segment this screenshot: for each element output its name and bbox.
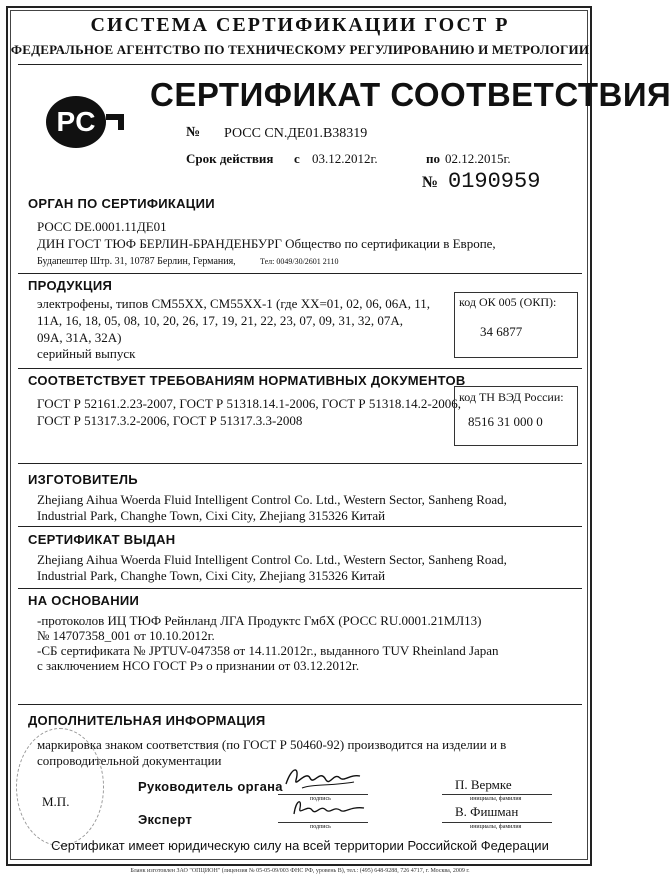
svg-text:PC: PC [56,106,96,137]
section-divider [18,463,582,464]
head-name-caption: инициалы, фамилия [470,796,522,802]
basis-heading: НА ОСНОВАНИИ [28,593,140,608]
agency-name: ФЕДЕРАЛЬНОЕ АГЕНТСТВО ПО ТЕХНИЧЕСКОМУ РЕГУЛИРОВАНИЮ И МЕТРОЛОГИИ [10,42,590,57]
document-title: СЕРТИФИКАТ СООТВЕТСТВИЯ [150,76,671,113]
conformity-line: ГОСТ Р 51317.3.2-2006, ГОСТ Р 51317.3.3-2008 [37,413,303,428]
additional-line: сопроводительной документации [37,753,222,768]
expert-sig-caption: подпись [310,824,331,830]
product-line: 11A, 16, 18, 05, 08, 10, 20, 26, 17, 19, 21, 22, 23, 07, 09, 31, 32, 07A, [37,313,404,328]
expert-name: В. Фишман [455,804,519,819]
stamp-label: М.П. [42,794,70,809]
section-divider [18,273,582,274]
manufacturer-line: Zhejiang Aihua Woerda Fluid Intelligent Control Co. Ltd., Western Sector, Sanheng Road, [37,492,507,507]
to-label: по [426,151,440,166]
basis-line: № 14707358_001 от 10.10.2012г. [37,628,215,643]
rst-certification-mark-icon [42,94,128,150]
expert-signature [288,794,368,820]
okp-code-value: 34 6877 [480,324,523,339]
cert-body-address: Будапештер Штр. 31, 10787 Берлин, Германия, [37,256,236,267]
basis-line: с заключением НСО ГОСТ Рэ о признании от 03.12.2012г. [37,658,360,673]
product-heading: ПРОДУКЦИЯ [28,278,113,293]
basis-line: -СБ сертификата № JPTUV-047358 от 14.11.2012г., выданного TUV Rheinland Japan [37,643,499,658]
from-date: 03.12.2012г. [312,151,378,166]
cert-body-reg: РОСС DE.0001.11ДЕ01 [37,219,167,234]
section-divider [18,368,582,369]
serial-no-label: № [422,174,439,191]
issued-to-heading: СЕРТИФИКАТ ВЫДАН [28,532,176,547]
from-label: с [294,151,300,166]
section-divider [18,526,582,527]
issued-to-line: Industrial Park, Changhe Town, Cixi City, Zhejiang 315326 Китай [37,568,386,583]
cert-body-name: ДИН ГОСТ ТЮФ БЕРЛИН-БРАНДЕНБУРГ Общество по сертификации в Европе, [37,236,496,251]
expert-sig-line [278,822,368,823]
tnved-code-value: 8516 31 000 0 [468,414,543,429]
conformity-heading: СООТВЕТСТВУЕТ ТРЕБОВАНИЯМ НОРМАТИВНЫХ ДОКУМЕНТОВ [28,373,466,388]
validity-note: Сертификат имеет юридическую силу на всей территории Российской Федерации [51,838,549,853]
expert-name-caption: инициалы, фамилия [470,824,522,830]
issued-to-line: Zhejiang Aihua Woerda Fluid Intelligent Control Co. Ltd., Western Sector, Sanheng Road, [37,552,507,567]
print-note: Бланк изготовлен ЗАО "ОПЦИОН" (лицензия № 05-05-09/003 ФНС РФ, уровень В), тел.: (495) 648-9288, 726 4717, г. Москва, 2009 г. [130,868,470,874]
expert-label: Эксперт [138,812,193,827]
header-divider [18,64,582,65]
head-name: П. Вермке [455,777,512,792]
validity-label: Срок действия [186,151,274,166]
tnved-code-label: код ТН ВЭД России: [459,390,564,404]
okp-code-label: код ОК 005 (ОКП): [459,295,557,309]
expert-name-line [442,822,552,823]
product-line: 09A, 31A, 32A) [37,330,122,345]
section-divider [18,588,582,589]
reg-no-label: № [186,125,201,140]
head-label: Руководитель органа [138,779,283,794]
cert-body-phone: Тел: 0049/30/2601 2110 [260,257,339,266]
manufacturer-line: Industrial Park, Changhe Town, Cixi City, Zhejiang 315326 Китай [37,508,386,523]
stamp-seal [16,728,104,846]
product-line: серийный выпуск [37,346,136,361]
to-date: 02.12.2015г. [445,151,511,166]
additional-line: маркировка знаком соответствия (по ГОСТ Р 50460-92) производится на изделии и в [37,737,507,752]
head-signature [282,760,364,792]
manufacturer-heading: ИЗГОТОВИТЕЛЬ [28,472,138,487]
system-name: СИСТЕМА СЕРТИФИКАЦИИ ГОСТ Р [90,14,510,36]
head-name-line [442,794,552,795]
serial-number: 0190959 [448,169,541,194]
section-divider [18,704,582,705]
product-line: электрофены, типов CM55XX, CM55XX-1 (где XX=01, 02, 06, 06A, 11, [37,296,430,311]
cert-body-heading: ОРГАН ПО СЕРТИФИКАЦИИ [28,196,215,211]
head-sig-caption: подпись [310,796,331,802]
reg-number: РОСС CN.ДЕ01.В38319 [224,126,368,141]
conformity-line: ГОСТ Р 52161.2.23-2007, ГОСТ Р 51318.14.1-2006, ГОСТ Р 51318.14.2-2006, [37,396,461,411]
basis-line: -протоколов ИЦ ТЮФ Рейнланд ЛГА Продуктс ГмбХ (РОСС RU.0001.21МЛ13) [37,613,482,628]
additional-heading: ДОПОЛНИТЕЛЬНАЯ ИНФОРМАЦИЯ [28,713,266,728]
